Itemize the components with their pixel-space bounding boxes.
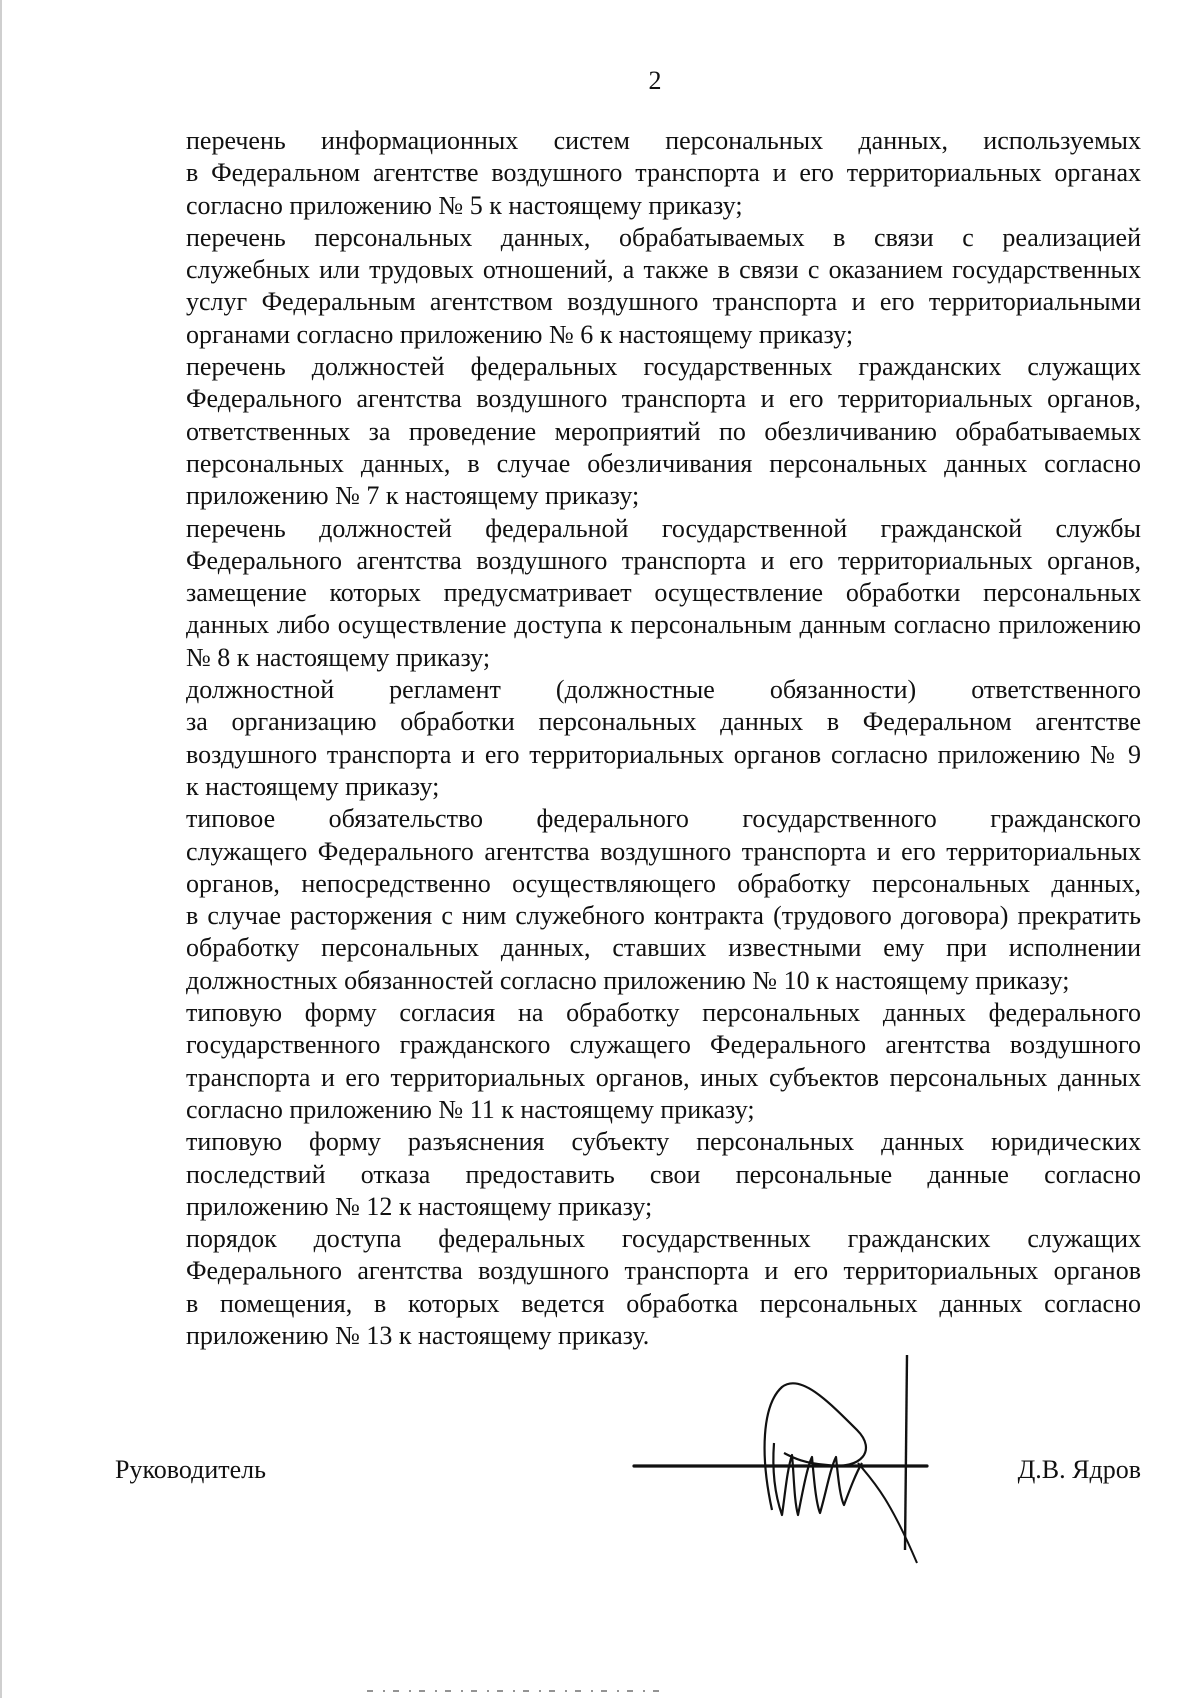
text-line: типовое обязательство федерального государственного гражданского [186,804,1141,834]
text-line: приложению № 13 к настоящему приказу. [186,1320,650,1350]
text-line: персональных данных, в случае обезличивания персональных данных согласно [186,448,1141,478]
scan-artifact-line [2,1688,1200,1694]
list-item-paragraph [115,997,1141,1126]
page-number: 2 [648,66,662,95]
list-item-paragraph [115,513,1141,674]
list-item-paragraph [115,222,1141,351]
list-item-paragraph [115,125,1141,222]
text-line: услуг Федеральным агентством воздушного транспорта и его территориальными [186,287,1141,317]
text-line: служащего Федерального агентства воздушного транспорта и его территориальных [186,836,1141,866]
text-line: в помещения, в которых ведется обработка персональных данных согласно [186,1288,1141,1318]
text-line: к настоящему приказу; [186,771,440,801]
text-line: данных либо осуществление доступа к персональным данным согласно приложению [186,610,1141,640]
signer-position: Руководитель [115,1455,266,1484]
text-line: перечень информационных систем персональных данных, используемых [186,126,1141,155]
text-line: государственного гражданского служащего Федерального агентства воздушного [186,1030,1141,1060]
text-line: приложению № 7 к настоящему приказу; [186,481,640,511]
list-item-paragraph [115,351,1141,512]
text-line: согласно приложению № 5 к настоящему приказу; [186,190,743,220]
text-line: перечень персональных данных, обрабатываемых в связи с реализацией [186,222,1141,252]
list-item-paragraph [115,1126,1141,1223]
text-line: обработку персональных данных, ставших известными ему при исполнении [186,933,1141,963]
signature-row [115,1450,1141,1490]
text-line: замещение которых предусматривает осуществление обработки персональных [186,578,1141,608]
document-body [115,125,1141,1352]
text-line: № 8 к настоящему приказу; [186,642,491,672]
text-line: воздушного транспорта и его территориальных органов согласно приложению № 9 [186,739,1141,769]
text-line: в Федеральном агентстве воздушного транспорта и его территориальных органах [186,158,1141,188]
text-line: Федерального агентства воздушного транспорта и его территориальных органов, [186,545,1141,575]
text-line: перечень должностей федеральных государственных гражданских служащих [186,352,1141,382]
list-item-paragraph [115,674,1141,803]
text-line: последствий отказа предоставить свои персональные данные согласно [186,1159,1141,1189]
list-item-paragraph [115,1223,1141,1352]
text-line: органами согласно приложению № 6 к настоящему приказу; [186,319,854,349]
text-line: типовую форму разъяснения субъекту персональных данных юридических [186,1127,1141,1157]
text-line: типовую форму согласия на обработку персональных данных федерального [186,998,1141,1028]
text-line: Федерального агентства воздушного транспорта и его территориальных органов [186,1256,1141,1286]
text-line: за организацию обработки персональных данных в Федеральном агентстве [186,707,1141,737]
signer-name: Д.В. Ядров [1017,1455,1141,1484]
text-line: в случае расторжения с ним служебного контракта (трудового договора) прекратить [186,901,1141,931]
text-line: должностной регламент (должностные обязанности) ответственного [186,675,1141,705]
text-line: порядок доступа федеральных государственных гражданских служащих [186,1224,1141,1254]
text-line: органов, непосредственно осуществляющего обработку персональных данных, [186,868,1141,898]
list-item-paragraph [115,803,1141,997]
text-line: приложению № 12 к настоящему приказу; [186,1191,653,1221]
text-line: перечень должностей федеральной государственной гражданской службы [186,513,1141,543]
text-line: транспорта и его территориальных органов, иных субъектов персональных данных [186,1062,1141,1092]
text-line: Федерального агентства воздушного транспорта и его территориальных органов, [186,384,1141,414]
text-line: служебных или трудовых отношений, а также в связи с оказанием государственных [186,255,1141,285]
text-line: согласно приложению № 11 к настоящему приказу; [186,1094,755,1124]
text-line: должностных обязанностей согласно приложению № 10 к настоящему приказу; [186,965,1070,995]
text-line: ответственных за проведение мероприятий по обезличиванию обрабатываемых [186,416,1141,446]
